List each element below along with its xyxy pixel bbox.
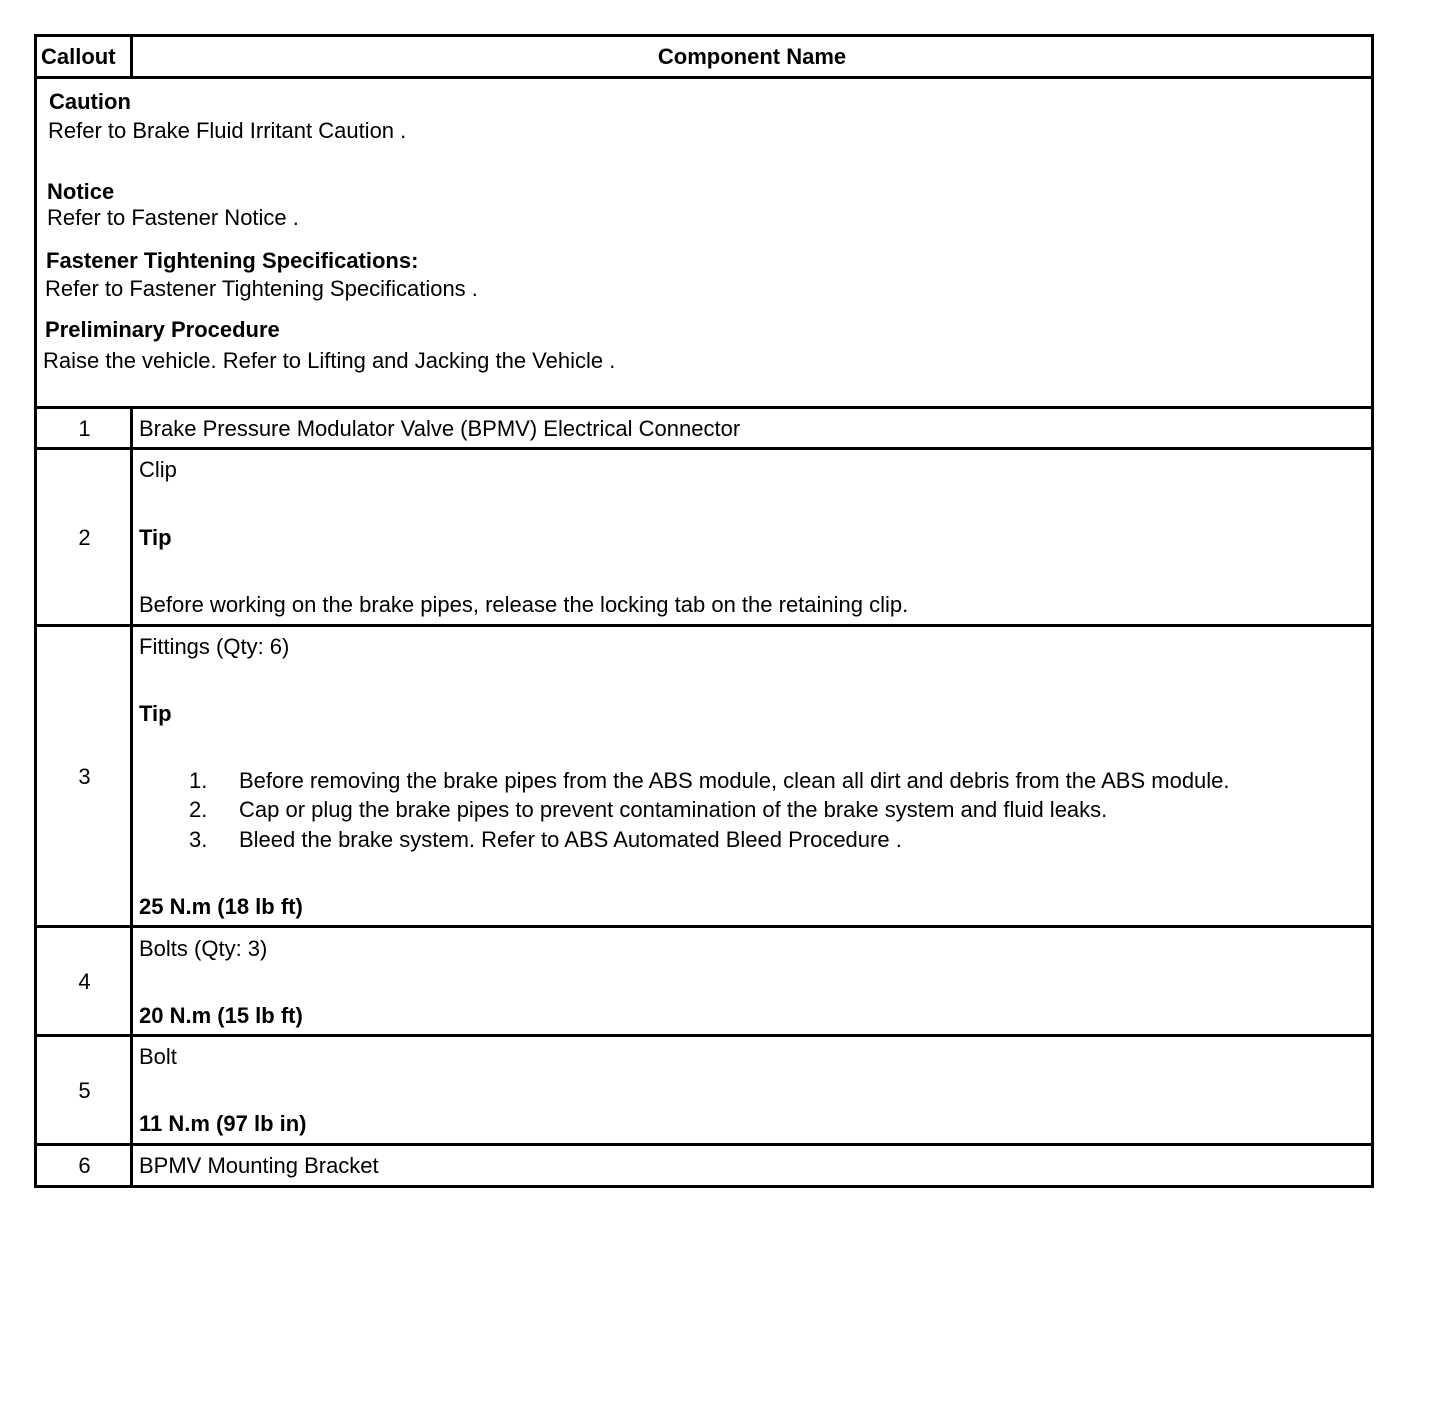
callout-number: 4: [78, 969, 91, 994]
caution-title: Caution: [49, 89, 131, 114]
table-border: [35, 406, 1374, 409]
notice-text: Refer to Fastener Notice .: [47, 205, 299, 230]
notice-title: Notice: [47, 179, 115, 204]
callout-number: 1: [78, 416, 91, 441]
torque-spec: 20 N.m (15 lb ft): [139, 1003, 303, 1028]
table-border: [35, 1143, 1374, 1146]
table-border: [35, 1034, 1374, 1037]
tip-text: Before working on the brake pipes, release the locking tab on the retaining clip.: [139, 592, 909, 617]
table-border: [34, 34, 37, 1188]
callout-number: 6: [78, 1153, 91, 1178]
step-text: Bleed the brake system. Refer to ABS Automated Bleed Procedure .: [239, 827, 902, 852]
tip-label: Tip: [139, 701, 172, 726]
step-number: 3.: [189, 827, 208, 852]
fastener-text: Refer to Fastener Tightening Specifications .: [45, 276, 478, 301]
table-border: [35, 447, 1374, 450]
step-number: 2.: [189, 797, 208, 822]
caution-text: Refer to Brake Fluid Irritant Caution .: [48, 118, 407, 143]
component-name: Clip: [139, 457, 177, 482]
torque-spec: 25 N.m (18 lb ft): [139, 894, 303, 919]
prelim-text: Raise the vehicle. Refer to Lifting and Jacking the Vehicle .: [43, 348, 616, 373]
step-number: 1.: [189, 768, 208, 793]
fastener-title: Fastener Tightening Specifications:: [46, 248, 419, 273]
component-name: Fittings (Qty: 6): [139, 634, 290, 659]
table-border: [35, 1185, 1374, 1188]
component-name: Bolt: [139, 1044, 177, 1069]
table-border: [35, 76, 1374, 79]
table-border: [35, 624, 1374, 627]
component-name: BPMV Mounting Bracket: [139, 1153, 379, 1178]
table-border: [35, 34, 1374, 37]
table-border: [1371, 34, 1374, 1188]
component-name: Bolts (Qty: 3): [139, 936, 268, 961]
torque-spec: 11 N.m (97 lb in): [139, 1111, 307, 1136]
callout-number: 2: [78, 525, 91, 550]
tip-label: Tip: [139, 525, 172, 550]
header-component-name: Component Name: [657, 44, 847, 69]
component-name: Brake Pressure Modulator Valve (BPMV) Electrical Connector: [139, 416, 741, 441]
step-text: Before removing the brake pipes from the ABS module, clean all dirt and debris from the ABS module.: [239, 768, 1230, 793]
step-text: Cap or plug the brake pipes to prevent contamination of the brake system and fluid leaks.: [239, 797, 1108, 822]
callout-number: 3: [78, 764, 91, 789]
callout-number: 5: [78, 1078, 91, 1103]
header-callout: Callout: [41, 44, 116, 69]
table-border: [130, 406, 133, 1188]
prelim-title: Preliminary Procedure: [45, 317, 280, 342]
table-border: [35, 925, 1374, 928]
